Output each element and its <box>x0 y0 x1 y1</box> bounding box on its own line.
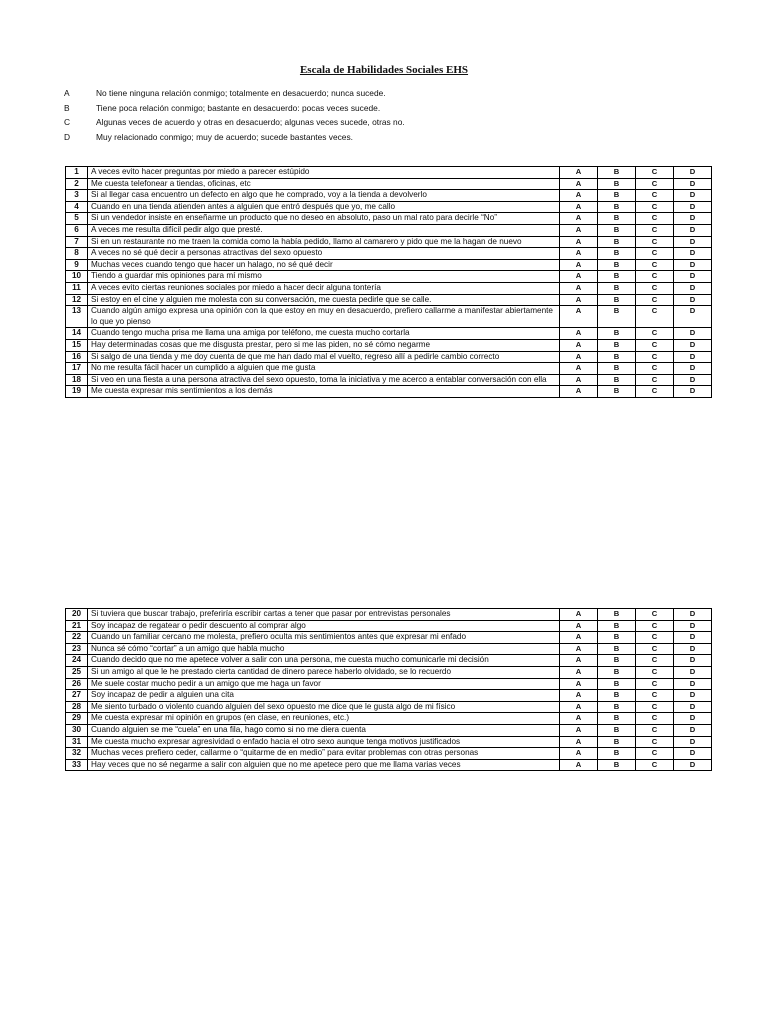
item-statement: Si tuviera que buscar trabajo, preferiría escribir cartas a tener que pasar por entrevistas personales <box>88 609 560 621</box>
item-statement: Cuando algún amigo expresa una opinión con la que estoy en muy en desacuerdo, prefiero callarme a manifestar abiertamente lo que yo pienso <box>88 306 560 328</box>
item-statement: Si al llegar casa encuentro un defecto en algo que he comprado, voy a la tienda a devolverlo <box>88 190 560 202</box>
option-a-cell[interactable]: A <box>560 213 598 225</box>
option-b-cell[interactable]: B <box>598 759 636 771</box>
option-a-cell[interactable]: A <box>560 259 598 271</box>
option-d-cell[interactable]: D <box>674 236 712 248</box>
option-a-cell[interactable]: A <box>560 306 598 328</box>
option-a-cell[interactable]: A <box>560 339 598 351</box>
option-b-cell[interactable]: B <box>598 259 636 271</box>
option-d-cell[interactable]: D <box>674 386 712 398</box>
option-c-cell[interactable]: C <box>636 748 674 760</box>
option-a-cell[interactable]: A <box>560 666 598 678</box>
option-b-cell[interactable]: B <box>598 339 636 351</box>
option-c-cell[interactable]: C <box>636 167 674 179</box>
item-number: 26 <box>66 678 88 690</box>
legend-letter: A <box>64 88 70 98</box>
item-row <box>66 236 712 248</box>
option-c-cell[interactable]: C <box>636 339 674 351</box>
option-a-cell[interactable]: A <box>560 609 598 621</box>
item-row <box>66 213 712 225</box>
option-d-cell[interactable]: D <box>674 678 712 690</box>
option-d-cell[interactable]: D <box>674 328 712 340</box>
option-d-cell[interactable]: D <box>674 724 712 736</box>
option-c-cell[interactable]: C <box>636 386 674 398</box>
item-statement: A veces me resulta difícil pedir algo que presté. <box>88 224 560 236</box>
item-statement: Si un amigo al que le he prestado cierta cantidad de dinero parece haberlo olvidado, se lo recuerdo <box>88 666 560 678</box>
option-b-cell[interactable]: B <box>598 632 636 644</box>
item-row <box>66 190 712 202</box>
item-number: 33 <box>66 759 88 771</box>
option-d-cell[interactable]: D <box>674 213 712 225</box>
option-d-cell[interactable]: D <box>674 178 712 190</box>
option-a-cell[interactable]: A <box>560 632 598 644</box>
option-c-cell[interactable]: C <box>636 271 674 283</box>
item-statement: No me resulta fácil hacer un cumplido a alguien que me gusta <box>88 363 560 375</box>
option-c-cell[interactable]: C <box>636 351 674 363</box>
item-statement: A veces no sé qué decir a personas atractivas del sexo opuesto <box>88 248 560 260</box>
items-table-part-2 <box>65 608 712 771</box>
option-a-cell[interactable]: A <box>560 759 598 771</box>
option-b-cell[interactable]: B <box>598 713 636 725</box>
item-statement: Si un vendedor insiste en enseñarme un producto que no deseo en absoluto, paso un mal rato para decirle “No” <box>88 213 560 225</box>
item-number: 2 <box>66 178 88 190</box>
option-c-cell[interactable]: C <box>636 178 674 190</box>
legend-item-a <box>64 88 405 103</box>
legend-text: No tiene ninguna relación conmigo; totalmente en desacuerdo; nunca sucede. <box>96 88 386 98</box>
item-number: 19 <box>66 386 88 398</box>
option-a-cell[interactable]: A <box>560 178 598 190</box>
option-a-cell[interactable]: A <box>560 351 598 363</box>
item-statement: Cuando tengo mucha prisa me llama una amiga por teléfono, me cuesta mucho cortarla <box>88 328 560 340</box>
option-c-cell[interactable]: C <box>636 609 674 621</box>
item-statement: Cuando alguien se me “cuela” en una fila, hago como si no me diera cuenta <box>88 724 560 736</box>
option-a-cell[interactable]: A <box>560 190 598 202</box>
legend-text: Muy relacionado conmigo; muy de acuerdo; sucede bastantes veces. <box>96 131 353 142</box>
option-b-cell[interactable]: B <box>598 213 636 225</box>
item-number: 17 <box>66 363 88 375</box>
option-b-cell[interactable]: B <box>598 666 636 678</box>
option-a-cell[interactable]: A <box>560 655 598 667</box>
option-b-cell[interactable]: B <box>598 190 636 202</box>
item-row <box>66 724 712 736</box>
item-statement: Me cuesta telefonear a tiendas, oficinas, etc <box>88 178 560 190</box>
option-b-cell[interactable]: B <box>598 386 636 398</box>
item-row <box>66 224 712 236</box>
item-row <box>66 620 712 632</box>
option-d-cell[interactable]: D <box>674 666 712 678</box>
option-d-cell[interactable]: D <box>674 201 712 213</box>
item-number: 28 <box>66 701 88 713</box>
option-d-cell[interactable]: D <box>674 643 712 655</box>
option-d-cell[interactable]: D <box>674 736 712 748</box>
item-number: 3 <box>66 190 88 202</box>
item-row <box>66 282 712 294</box>
option-d-cell[interactable]: D <box>674 759 712 771</box>
option-c-cell[interactable]: C <box>636 374 674 386</box>
option-b-cell[interactable]: B <box>598 620 636 632</box>
item-row <box>66 374 712 386</box>
option-b-cell[interactable]: B <box>598 294 636 306</box>
option-c-cell[interactable]: C <box>636 655 674 667</box>
option-a-cell[interactable]: A <box>560 620 598 632</box>
option-c-cell[interactable]: C <box>636 643 674 655</box>
legend-letter: D <box>64 131 71 142</box>
option-c-cell[interactable]: C <box>636 736 674 748</box>
item-number: 6 <box>66 224 88 236</box>
option-c-cell[interactable]: C <box>636 620 674 632</box>
option-d-cell[interactable]: D <box>674 713 712 725</box>
option-b-cell[interactable]: B <box>598 609 636 621</box>
item-row <box>66 328 712 340</box>
option-a-cell[interactable]: A <box>560 363 598 375</box>
option-c-cell[interactable]: C <box>636 236 674 248</box>
option-c-cell[interactable]: C <box>636 701 674 713</box>
item-number: 7 <box>66 236 88 248</box>
option-a-cell[interactable]: A <box>560 678 598 690</box>
option-d-cell[interactable]: D <box>674 248 712 260</box>
legend-item-b <box>64 103 405 118</box>
option-d-cell[interactable]: D <box>674 294 712 306</box>
legend-letter: C <box>64 117 71 127</box>
item-statement: Hay determinadas cosas que me disgusta prestar, pero si me las piden, no sé cómo negarme <box>88 339 560 351</box>
option-c-cell[interactable]: C <box>636 690 674 702</box>
legend-text: Algunas veces de acuerdo y otras en desacuerdo; algunas veces sucede, otras no. <box>96 117 405 127</box>
legend-text: Tiene poca relación conmigo; bastante en desacuerdo: pocas veces sucede. <box>96 102 381 113</box>
option-a-cell[interactable]: A <box>560 701 598 713</box>
option-d-cell[interactable]: D <box>674 259 712 271</box>
item-statement: Muchas veces prefiero ceder, callarme o “quitarme de en medio” para evitar problemas con otras personas <box>88 748 560 760</box>
items-table-part-1 <box>65 166 712 398</box>
item-number: 9 <box>66 259 88 271</box>
item-row <box>66 666 712 678</box>
item-statement: A veces evito ciertas reuniones sociales por miedo a hacer decir alguna tontería <box>88 282 560 294</box>
option-d-cell[interactable]: D <box>674 701 712 713</box>
item-number: 18 <box>66 374 88 386</box>
item-row <box>66 294 712 306</box>
option-c-cell[interactable]: C <box>636 306 674 328</box>
option-c-cell[interactable]: C <box>636 294 674 306</box>
option-b-cell[interactable]: B <box>598 328 636 340</box>
item-row <box>66 259 712 271</box>
item-row <box>66 678 712 690</box>
option-d-cell[interactable]: D <box>674 363 712 375</box>
option-b-cell[interactable]: B <box>598 363 636 375</box>
option-b-cell[interactable]: B <box>598 724 636 736</box>
item-number: 27 <box>66 690 88 702</box>
item-number: 32 <box>66 748 88 760</box>
option-a-cell[interactable]: A <box>560 386 598 398</box>
option-a-cell[interactable]: A <box>560 201 598 213</box>
item-statement: Me cuesta expresar mi opinión en grupos (en clase, en reuniones, etc.) <box>88 713 560 725</box>
option-a-cell[interactable]: A <box>560 690 598 702</box>
option-b-cell[interactable]: B <box>598 351 636 363</box>
option-b-cell[interactable]: B <box>598 736 636 748</box>
item-row <box>66 759 712 771</box>
item-number: 29 <box>66 713 88 725</box>
item-number: 1 <box>66 167 88 179</box>
option-a-cell[interactable]: A <box>560 224 598 236</box>
option-c-cell[interactable]: C <box>636 713 674 725</box>
option-a-cell[interactable]: A <box>560 713 598 725</box>
option-b-cell[interactable]: B <box>598 236 636 248</box>
item-row <box>66 167 712 179</box>
option-b-cell[interactable]: B <box>598 306 636 328</box>
option-d-cell[interactable]: D <box>674 339 712 351</box>
item-row <box>66 713 712 725</box>
item-number: 20 <box>66 609 88 621</box>
item-row <box>66 748 712 760</box>
option-c-cell[interactable]: C <box>636 224 674 236</box>
item-statement: Si salgo de una tienda y me doy cuenta de que me han dado mal el vuelto, regreso allí a pedirle cambio correcto <box>88 351 560 363</box>
option-b-cell[interactable]: B <box>598 167 636 179</box>
option-d-cell[interactable]: D <box>674 748 712 760</box>
option-b-cell[interactable]: B <box>598 374 636 386</box>
item-number: 10 <box>66 271 88 283</box>
item-row <box>66 690 712 702</box>
item-number: 21 <box>66 620 88 632</box>
option-c-cell[interactable]: C <box>636 724 674 736</box>
item-statement: Soy incapaz de regatear o pedir descuento al comprar algo <box>88 620 560 632</box>
item-number: 5 <box>66 213 88 225</box>
option-d-cell[interactable]: D <box>674 632 712 644</box>
option-c-cell[interactable]: C <box>636 666 674 678</box>
item-statement: Si estoy en el cine y alguien me molesta con su conversación, me cuesta pedirle que se calle. <box>88 294 560 306</box>
option-b-cell[interactable]: B <box>598 201 636 213</box>
item-number: 25 <box>66 666 88 678</box>
item-row <box>66 178 712 190</box>
option-d-cell[interactable]: D <box>674 374 712 386</box>
option-c-cell[interactable]: C <box>636 363 674 375</box>
option-a-cell[interactable]: A <box>560 294 598 306</box>
option-a-cell[interactable]: A <box>560 248 598 260</box>
option-c-cell[interactable]: C <box>636 201 674 213</box>
option-d-cell[interactable]: D <box>674 224 712 236</box>
option-b-cell[interactable]: B <box>598 701 636 713</box>
item-statement: Si veo en una fiesta a una persona atractiva del sexo opuesto, toma la iniciativa y me acerco a entablar conversación con ella <box>88 374 560 386</box>
option-a-cell[interactable]: A <box>560 271 598 283</box>
option-c-cell[interactable]: C <box>636 213 674 225</box>
item-row <box>66 248 712 260</box>
legend-item-c <box>64 117 405 132</box>
item-row <box>66 201 712 213</box>
option-a-cell[interactable]: A <box>560 167 598 179</box>
option-a-cell[interactable]: A <box>560 736 598 748</box>
option-a-cell[interactable]: A <box>560 748 598 760</box>
option-d-cell[interactable]: D <box>674 306 712 328</box>
option-b-cell[interactable]: B <box>598 224 636 236</box>
item-number: 30 <box>66 724 88 736</box>
option-b-cell[interactable]: B <box>598 655 636 667</box>
item-row <box>66 736 712 748</box>
item-statement: Si en un restaurante no me traen la comida como la había pedido, llamo al camarero y pido que me la hagan de nuevo <box>88 236 560 248</box>
item-number: 4 <box>66 201 88 213</box>
option-b-cell[interactable]: B <box>598 643 636 655</box>
option-b-cell[interactable]: B <box>598 748 636 760</box>
option-b-cell[interactable]: B <box>598 248 636 260</box>
option-d-cell[interactable]: D <box>674 282 712 294</box>
item-number: 23 <box>66 643 88 655</box>
option-d-cell[interactable]: D <box>674 609 712 621</box>
option-c-cell[interactable]: C <box>636 759 674 771</box>
option-a-cell[interactable]: A <box>560 374 598 386</box>
item-row <box>66 351 712 363</box>
option-c-cell[interactable]: C <box>636 632 674 644</box>
item-row <box>66 306 712 328</box>
item-statement: Hay veces que no sé negarme a salir con alguien que no me apetece pero que me llama varias veces <box>88 759 560 771</box>
item-statement: Cuando en una tienda atienden antes a alguien que entró después que yo, me callo <box>88 201 560 213</box>
option-a-cell[interactable]: A <box>560 643 598 655</box>
option-c-cell[interactable]: C <box>636 282 674 294</box>
option-a-cell[interactable]: A <box>560 328 598 340</box>
option-d-cell[interactable]: D <box>674 655 712 667</box>
item-row <box>66 271 712 283</box>
option-c-cell[interactable]: C <box>636 328 674 340</box>
item-statement: Me cuesta mucho expresar agresividad o enfado hacia el otro sexo aunque tenga motivos justificados <box>88 736 560 748</box>
option-d-cell[interactable]: D <box>674 620 712 632</box>
legend-letter: B <box>64 102 70 113</box>
item-row <box>66 632 712 644</box>
option-b-cell[interactable]: B <box>598 282 636 294</box>
item-statement: Muchas veces cuando tengo que hacer un halago, no sé qué decir <box>88 259 560 271</box>
item-row <box>66 363 712 375</box>
item-number: 12 <box>66 294 88 306</box>
response-legend <box>64 88 405 146</box>
option-b-cell[interactable]: B <box>598 678 636 690</box>
legend-item-d <box>64 132 405 147</box>
option-d-cell[interactable]: D <box>674 167 712 179</box>
option-d-cell[interactable]: D <box>674 190 712 202</box>
item-statement: Nunca sé cómo “cortar” a un amigo que habla mucho <box>88 643 560 655</box>
item-number: 22 <box>66 632 88 644</box>
item-number: 13 <box>66 306 88 328</box>
item-statement: Me suele costar mucho pedir a un amigo que me haga un favor <box>88 678 560 690</box>
item-row <box>66 609 712 621</box>
item-number: 11 <box>66 282 88 294</box>
item-statement: A veces evito hacer preguntas por miedo a parecer estúpido <box>88 167 560 179</box>
item-row <box>66 701 712 713</box>
option-d-cell[interactable]: D <box>674 351 712 363</box>
item-statement: Cuando un familiar cercano me molesta, prefiero oculta mis sentimientos antes que expresar mi enfado <box>88 632 560 644</box>
document-title: Escala de Habilidades Sociales EHS <box>299 64 469 76</box>
option-d-cell[interactable]: D <box>674 271 712 283</box>
option-b-cell[interactable]: B <box>598 271 636 283</box>
item-row <box>66 643 712 655</box>
option-c-cell[interactable]: C <box>636 248 674 260</box>
item-statement: Me cuesta expresar mis sentimientos a los demás <box>88 386 560 398</box>
item-row <box>66 339 712 351</box>
item-number: 15 <box>66 339 88 351</box>
option-a-cell[interactable]: A <box>560 282 598 294</box>
item-number: 8 <box>66 248 88 260</box>
option-c-cell[interactable]: C <box>636 190 674 202</box>
item-row <box>66 386 712 398</box>
item-statement: Soy incapaz de pedir a alguien una cita <box>88 690 560 702</box>
item-number: 16 <box>66 351 88 363</box>
option-a-cell[interactable]: A <box>560 236 598 248</box>
item-statement: Me siento turbado o violento cuando alguien del sexo opuesto me dice que le gusta algo de mi físico <box>88 701 560 713</box>
option-d-cell[interactable]: D <box>674 690 712 702</box>
option-c-cell[interactable]: C <box>636 259 674 271</box>
option-c-cell[interactable]: C <box>636 678 674 690</box>
item-row <box>66 655 712 667</box>
option-b-cell[interactable]: B <box>598 178 636 190</box>
option-b-cell[interactable]: B <box>598 690 636 702</box>
item-statement: Tiendo a guardar mis opiniones para mí mismo <box>88 271 560 283</box>
item-statement: Cuando decido que no me apetece volver a salir con una persona, me cuesta mucho comunicarle mi decisión <box>88 655 560 667</box>
option-a-cell[interactable]: A <box>560 724 598 736</box>
item-number: 14 <box>66 328 88 340</box>
item-number: 24 <box>66 655 88 667</box>
item-number: 31 <box>66 736 88 748</box>
